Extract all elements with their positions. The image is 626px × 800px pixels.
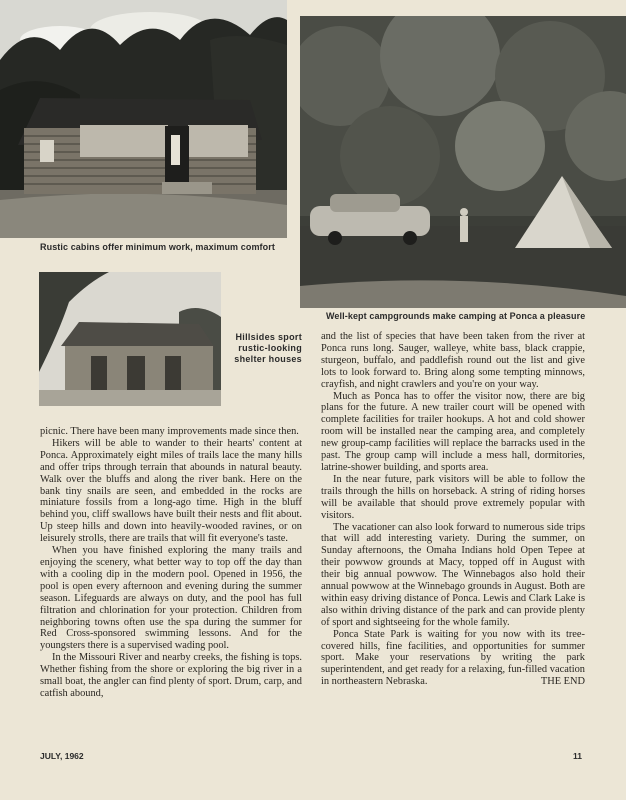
cabin-photo [0, 0, 287, 238]
shelter-photo-caption: Hillsides sport rustic-looking shelter houses [234, 332, 302, 364]
right-column [321, 331, 585, 688]
paragraph: In the near future, park visitors will be able to follow the trails through the hills on horseback. A string of riding horses will be available that should prove extremely popular with visitors. [321, 473, 585, 521]
paragraph: The vacationer can also look forward to numerous side trips that will add interesting variety. During the summer, on Sunday afternoons, the Omaha Indians hold Open Tepee at their powwow grounds at Macy, topped off in August with their big annual powwow. The Winnebagos also hold their annual powwow at the Winnebago grounds in August. Both are within easy driving distance of Ponca. Lewis and Clark Lake is also within driving distance of the park and can provide plenty of sport and sightseeing for the whole family. [321, 521, 585, 628]
paragraph: and the list of species that have been taken from the river at Ponca runs long. Sauger, walleye, white bass, black crappie, sturgeon, buffalo, and paddlefish round out the list and give lots to look forward to. Bring along some tempting minnows, crayfish, and night crawlers and you're on your way. [321, 331, 585, 390]
paragraph: Much as Ponca has to offer the visitor now, there are big plans for the future. A new trailer court will be opened with complete facilities for trailer hookups. A hot and cold shower room will be installed near the camping area, and completely new group-camp facilities will replace the barracks used in the past. The group camp will include a mess hall, dormitories, latrine-shower building, and sports area. [321, 390, 585, 473]
paragraph-last [321, 629, 585, 689]
left-column [40, 426, 302, 700]
end-mark: THE END [540, 676, 585, 688]
campground-photo [300, 16, 626, 308]
page-number: 11 [573, 751, 582, 761]
footer-date: JULY, 1962 [40, 751, 84, 761]
cabin-photo-caption: Rustic cabins offer minimum work, maximum comfort [40, 242, 275, 252]
campground-photo-caption: Well-kept campgrounds make camping at Ponca a pleasure [326, 311, 586, 321]
paragraph: Hikers will be able to wander to their hearts' content at Ponca. Approximately eight miles of trails lace the many hills and offer trips through terrain that abounds in natural beauty. Walk over the bluffs and along the river bank. Here on the bank tiny snails are seen, and embedded in the rocks are miniature fossils from a long-ago time. High in the bluff behind you, cliff swallows have built their nests and flit about. Up steep hills and down into heavily-wooded ravines, or on leisurely strolls, there are trails that will fit everyone's taste. [40, 437, 302, 545]
paragraph: Ponca State Park is waiting for you now with its tree-covered hills, fine facilities, and opportunities for summer sport. Make your reservations by writing the park superintendent, and get ready for a relaxing, fun-filled vacation in northeastern Nebraska. [321, 628, 585, 688]
paragraph: In the Missouri River and nearby creeks, the fishing is tops. Whether fishing from the shore or exploring the big river in a small boat, the angler can find plenty of sport. Drum, carp, and catfish abound, [40, 652, 302, 699]
shelter-photo [39, 272, 221, 406]
paragraph: picnic. There have been many improvements made since then. [40, 426, 299, 437]
paragraph: When you have finished exploring the many trails and enjoying the scenery, what better way to top off the day than with a cooling dip in the modern pool. Opened in 1956, the pool is open every afternoon and evening during the summer season. Lifeguards are always on duty, and the pool has full filtration and chlorination for your protection. Children from neighboring towns often use the spa during the summer for Red Cross-sponsored swimming lessons. And for the youngsters there is a supervised wading pool. [40, 545, 302, 652]
